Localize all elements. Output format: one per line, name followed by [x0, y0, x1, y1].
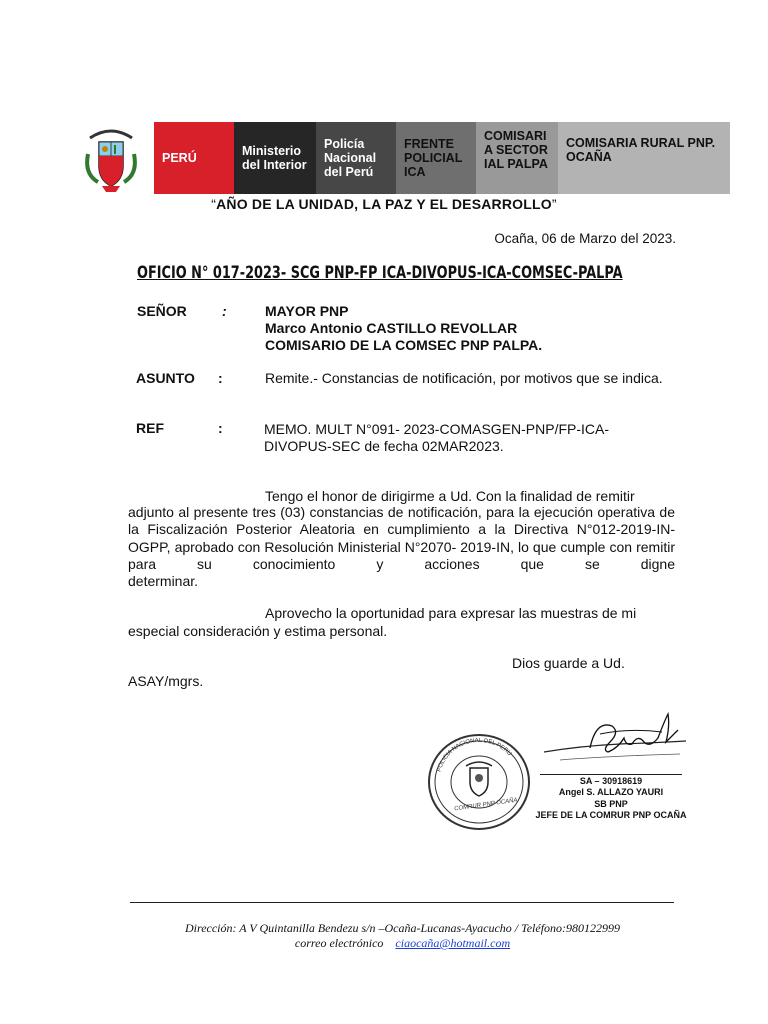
stamp-ring-text: POLICIA NACIONAL DEL PERU	[436, 737, 513, 773]
signer-code: SA – 30918619	[579, 776, 643, 786]
ref-colon: :	[218, 420, 223, 436]
footer-divider	[130, 902, 674, 903]
ref-line-1: MEMO. MULT N°091- 2023-COMASGEN-PNP/FP-ICA-	[264, 421, 610, 437]
senor-label: SEÑOR	[137, 303, 187, 319]
body-paragraph-2-last-line: especial consideración y estima personal.	[128, 623, 388, 639]
footer-email-link[interactable]: ciaocaña@hotmail.com	[395, 936, 511, 950]
ref-label: REF	[136, 420, 164, 436]
official-stamp	[426, 732, 532, 832]
body-paragraph-1-first-line: Tengo el honor de dirigirme a Ud. Con la finalidad de remitir	[265, 488, 635, 504]
senor-colon: :	[222, 303, 227, 319]
signer-role: JEFE DE LA COMRUR PNP OCAÑA	[535, 810, 687, 820]
header-frente-block: FRENTE POLICIAL ICA	[396, 122, 476, 194]
asunto-colon: :	[218, 370, 223, 386]
header-peru-block: PERÚ	[154, 122, 234, 194]
body-paragraph-1-last-line: determinar.	[128, 573, 199, 589]
year-motto: “AÑO DE LA UNIDAD, LA PAZ Y EL DESARROLLO”	[211, 196, 557, 212]
header-ministerio-block: Ministerio del Interior	[234, 122, 316, 194]
body-paragraph-2-first-line: Aprovecho la oportunidad para expresar las muestras de mi	[265, 605, 637, 621]
signer-name: Angel S. ALLAZO YAURI	[558, 787, 664, 797]
recipient-rank: MAYOR PNP	[265, 303, 349, 319]
header-policia-block: Policía Nacional del Perú	[316, 122, 396, 194]
year-motto-text: AÑO DE LA UNIDAD, LA PAZ Y EL DESARROLLO	[216, 196, 552, 212]
footer-address: Dirección: A V Quintanilla Bendezu s/n –Ocaña-Lucanas-Ayacucho / Teléfono:980122999	[184, 921, 621, 935]
signer-rank: SB PNP	[594, 799, 628, 809]
asunto-text: Remite.- Constancias de notificación, por motivos que se indica.	[265, 370, 663, 386]
header-comisaria-rural-block: COMISARIA RURAL PNP. OCAÑA	[558, 122, 730, 194]
closing-text: Dios guarde a Ud.	[512, 655, 625, 671]
body-paragraph-1: adjunto al presente tres (03) constancias de notificación, para la ejecución operativa de la Fiscalización Posterior Aleatoria en cumplimiento a la Directiva N°012-2019-IN-OGPP, aprobado con Resolución Ministerial N°2070- 2019-IN, lo que cumple con remitir para su conocimiento y acciones que se digne	[128, 504, 675, 572]
police-seal-icon	[426, 732, 532, 832]
handwritten-signature-icon	[540, 708, 690, 774]
header-comisaria-sectorial-block: COMISARIA SECTORIAL PALPA	[476, 122, 558, 194]
signature-line	[540, 774, 682, 775]
asunto-label: ASUNTO	[136, 370, 195, 386]
footer-email-line	[0, 936, 768, 951]
ref-line-2: DIVOPUS-SEC de fecha 02MAR2023.	[264, 438, 504, 454]
document-date: Ocaña, 06 de Marzo del 2023.	[494, 231, 676, 246]
document-title: OFICIO N° 017-2023- SCG PNP-FP ICA-DIVOPUS-ICA-COMSEC-PALPA	[137, 263, 623, 282]
footer-email-label: correo electrónico	[294, 936, 384, 950]
stamp-inner-text: COMRUR PNP OCAÑA	[453, 797, 518, 813]
recipient-position: COMISARIO DE LA COMSEC PNP PALPA.	[265, 337, 543, 353]
peru-coat-of-arms-icon	[82, 124, 140, 196]
reference-initials: ASAY/mgrs.	[128, 673, 204, 689]
recipient-name: Marco Antonio CASTILLO REVOLLAR	[265, 320, 518, 336]
